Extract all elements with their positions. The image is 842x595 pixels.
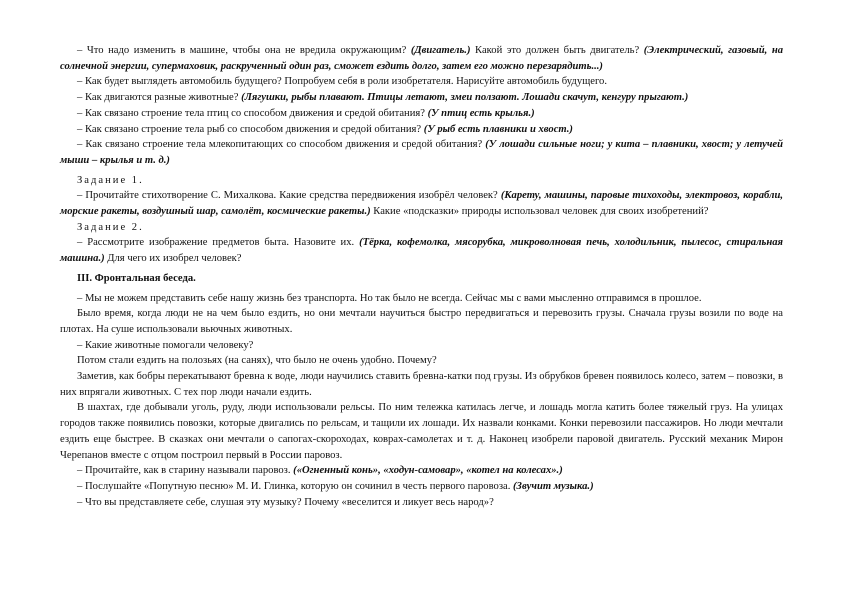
text-run: – Мы не можем представить себе нашу жизнь без транспорта. Но так было не всегда. Сейчас мы с вами мысленно отправимся в прошлое. [77, 292, 702, 304]
text-run: – Как связано строение тела птиц со способом движения и средой обитания? [77, 107, 428, 119]
text-run: – Прочитайте стихотворение С. Михалкова. Какие средства передвижения изобрёл человек? [77, 190, 501, 202]
paragraph [60, 291, 783, 307]
answer-text: (Звучит музыка.) [513, 480, 594, 492]
paragraph [60, 188, 783, 219]
text-run: – Рассмотрите изображение предметов быта. Назовите их. [77, 237, 360, 249]
text-run: Потом стали ездить на полозьях (на санях), что было не очень удобно. Почему? [77, 355, 437, 367]
answer-text: (Электрический, газовый, на солнечной энергии, супермаховик, раскрученный один раз, сможет ездить долго, затем его можно перезарядить...) [60, 45, 783, 72]
text-run: – Что вы представляете себе, слушая эту музыку? Почему «веселится и ликует весь народ»? [77, 496, 494, 508]
text-run: Заметив, как бобры перекатывают бревна к воде, люди научились ставить бревна-катки под грузы. Из обрубков бревен появилось колесо, затем – повозки, в них впрягали животных. С тех пор люди начали ездить. [60, 371, 783, 398]
text-run: Какой это должен быть двигатель? [470, 45, 644, 56]
text-run: Задание 1. [77, 174, 144, 186]
text-run: – Как двигаются разные животные? [77, 92, 242, 104]
answer-text: (Двигатель.) [410, 45, 471, 56]
answer-text: (Лягушки, рыбы плавают. Птицы летают, змеи ползают. Лошади скачут, кенгуру прыгают.) [241, 92, 689, 104]
answer-text: (У птиц есть крылья.) [427, 107, 535, 119]
text-run: – Что надо изменить в машине, чтобы она не вредила окружающим? [77, 45, 411, 56]
paragraph [60, 400, 783, 463]
section-heading: III. Фронтальная беседа. [77, 272, 196, 284]
answer-text: (У рыб есть плавники и хвост.) [423, 123, 573, 135]
text-run: Для чего их изобрел человек? [104, 253, 242, 265]
text-run: – Как связано строение тела рыб со способом движения и средой обитания? [77, 123, 424, 135]
answer-text: (Карету, машины, паровые тихоходы, электровоз, корабли, морские ракеты, воздушный шар, самолёт, космические ракеты.) [60, 190, 783, 218]
text-run: Какие «подсказки» природы использовал человек для своих изобретений? [370, 206, 709, 218]
text-run: В шахтах, где добывали уголь, руду, люди использовали рельсы. По ним тележка катилась легче, и лошадь могла катить более тяжелый груз. На улицах городов также появились повозки, которые двигались по рельсам, и тащили их лошади. Их назвали конками. Конки перевозили пассажиров. Но люди мечтали ездить еще быстрее. В сказках они мечтали о сапогах-скороходах, коврах-самолетах и т. д. Наконец изобрели паровой двигатель. Русский механик Мирон Черепанов вместе с отцом построил первый в России паровоз. [60, 402, 783, 461]
paragraph [60, 235, 783, 266]
paragraph [60, 122, 783, 138]
paragraph [60, 353, 783, 369]
answer-text: (У лошади сильные ноги; у кита – плавники, хвост; у летучей мыши – крылья и т. д.) [60, 139, 783, 166]
answer-text: («Огненный конь», «ходун-самовар», «котел на колесах».) [293, 465, 563, 477]
paragraph [60, 369, 783, 400]
text-run: – Как будет выглядеть автомобиль будущего? Попробуем себя в роли изобретателя. Нарисуйте автомобиль будущего. [77, 76, 607, 88]
task-heading [60, 173, 783, 189]
text-run: Задание 2. [77, 221, 144, 233]
text-run: – Прочитайте, как в старину называли паровоз. [77, 465, 294, 477]
paragraph [60, 495, 783, 511]
text-run: – Какие животные помогали человеку? [77, 339, 254, 351]
text-run: – Как связано строение тела млекопитающих со способом движения и средой обитания? [77, 139, 486, 151]
paragraph [60, 137, 783, 168]
paragraph [60, 74, 783, 90]
answer-text: (Тёрка, кофемолка, мясорубка, микроволновая печь, холодильник, пылесос, стиральная машина.) [60, 237, 783, 265]
paragraph [60, 271, 783, 287]
document-page [60, 43, 783, 510]
paragraph [60, 306, 783, 337]
text-run: Было время, когда люди не на чем было ездить, но они мечтали научиться быстро передвигаться и перевозить грузы. Сначала грузы возили по воде на плотах. На суше использовали вьючных животных. [60, 308, 783, 335]
paragraph [60, 463, 783, 479]
paragraph [60, 43, 783, 74]
task-heading [60, 220, 783, 236]
text-run: – Послушайте «Попутную песню» М. И. Глинка, которую он сочинил в честь первого паровоза. [77, 480, 514, 492]
paragraph [60, 479, 783, 495]
paragraph [60, 338, 783, 354]
paragraph [60, 106, 783, 122]
paragraph [60, 90, 783, 106]
